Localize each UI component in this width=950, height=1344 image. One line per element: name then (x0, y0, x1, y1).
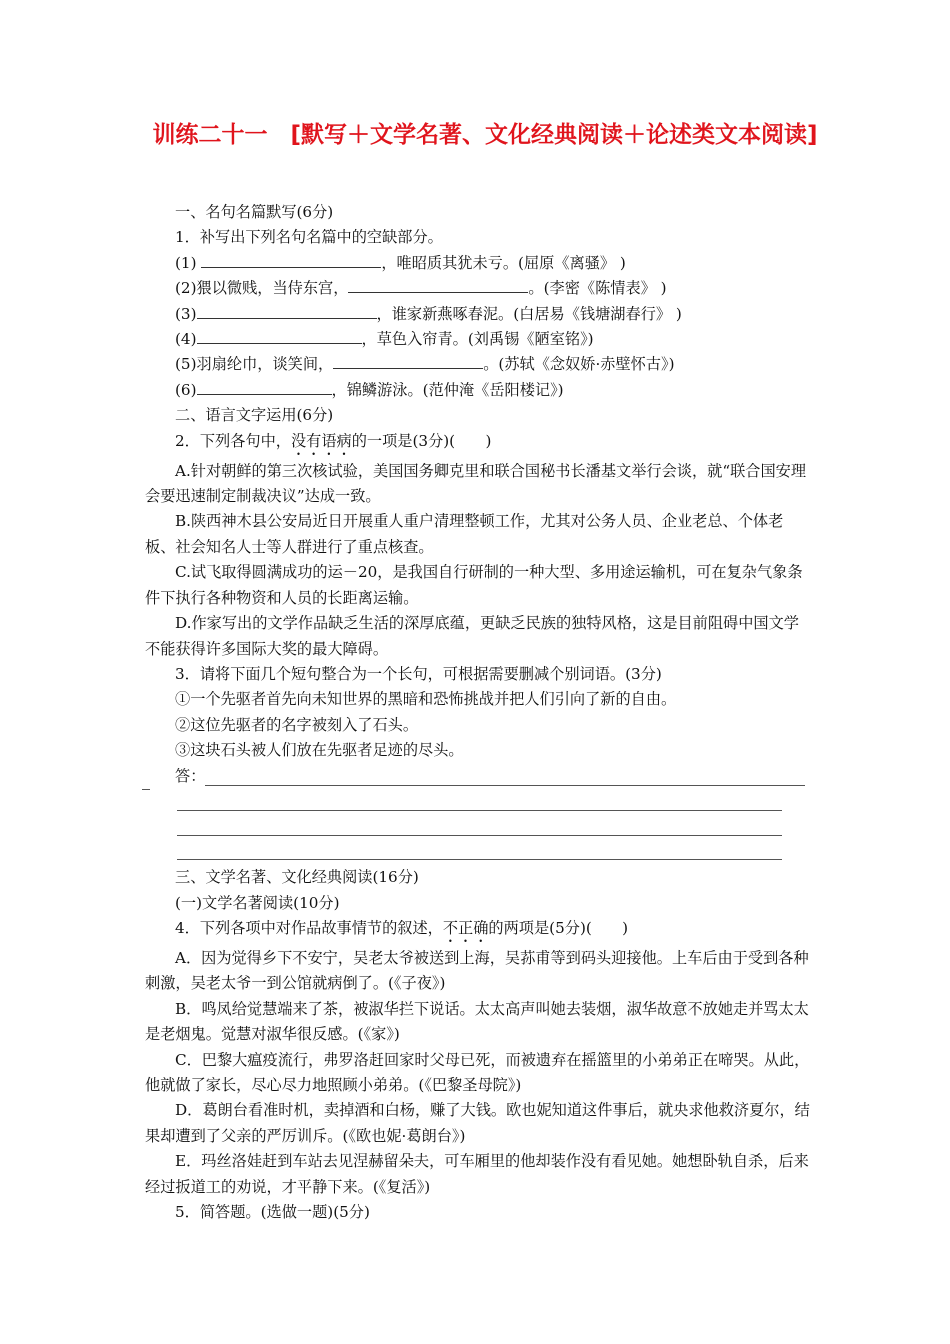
question-4-option-c: C．巴黎大瘟疫流行，弗罗洛赶回家时父母已死，而被遗弃在摇篮里的小弟弟正在啼哭。从此，他就做了家长，尽心尽力地照顾小弟弟。(《巴黎圣母院》) (145, 1050, 810, 1094)
question-5-stem: 5．简答题。(选做一题)(5分) (175, 1202, 370, 1221)
question-3-sentence-3: ③这块石头被人们放在先驱者足迹的尽头。 (175, 741, 464, 760)
question-4-stem (145, 916, 810, 946)
question-2-stem (145, 429, 810, 459)
answer-area-row-1 (145, 764, 810, 789)
dictation-item-suffix: 。(李密《陈情表》 ) (528, 279, 667, 298)
dictation-item-suffix: ，锦鳞游泳。(范仲淹《岳阳楼记》) (331, 380, 564, 399)
dictation-item-prefix: (6) (175, 380, 197, 399)
answer-line[interactable] (205, 784, 805, 786)
question-1-stem: 1．补写出下列名句名篇中的空缺部分。 (175, 228, 443, 247)
question-4-prefix: 4．下列各项中对作品故事情节的叙述， (175, 918, 443, 937)
section-3-subheading: (一)文学名著阅读(10分) (175, 893, 340, 912)
answer-area-row-2 (145, 789, 810, 814)
question-3-sentence-1: ①一个先驱者首先向未知世界的黑暗和恐怖挑战并把人们引向了新的自由。 (175, 690, 677, 709)
answer-blank[interactable] (197, 378, 332, 395)
dictation-item-prefix: (3) (175, 304, 197, 323)
document-body (145, 200, 810, 1225)
question-4-suffix: 的两项是(5分)( ) (488, 918, 629, 937)
question-3-stem: 3．请将下面几个短句整合为一个长句，可根据需要删减个别词语。(3分) (175, 664, 662, 683)
section-3-heading: 三、文学名著、文化经典阅读(16分) (175, 868, 419, 887)
emphasized-text: 不正确 (442, 918, 489, 937)
dictation-item-prefix: (2)猥以微贱，当侍东宫， (175, 279, 349, 298)
answer-line[interactable] (177, 858, 782, 860)
answer-line[interactable] (177, 809, 782, 811)
section-2-heading: 二、语言文字运用(6分) (175, 406, 334, 425)
dictation-item-5 (145, 352, 810, 377)
dictation-item-1 (145, 251, 810, 276)
dictation-item-2 (145, 276, 810, 301)
answer-blank[interactable] (201, 251, 381, 268)
dictation-item-suffix: ，唯昭质其犹未亏。(屈原《离骚》 ) (381, 253, 626, 272)
dictation-item-4 (145, 327, 810, 352)
answer-blank[interactable] (333, 352, 483, 369)
emphasized-text: 没有语病 (290, 431, 352, 450)
question-2-option-c: C.试飞取得圆满成功的运－20，是我国自行研制的一种大型、多用途运输机，可在复杂气象条件下执行各种物资和人员的长距离运输。 (145, 563, 803, 607)
dictation-item-3 (145, 302, 810, 327)
answer-area-row-3 (145, 814, 810, 839)
question-3-sentence-2: ②这位先驱者的名字被刻入了石头。 (175, 715, 418, 734)
answer-line[interactable] (177, 834, 782, 836)
answer-blank[interactable] (348, 276, 528, 293)
answer-area-row-4 (145, 840, 810, 865)
dictation-item-prefix: (4) (175, 330, 197, 349)
dictation-item-prefix: (1) (175, 253, 202, 272)
question-4-option-e: E．玛丝洛娃赶到车站去见涅赫留朵夫，可车厢里的他却装作没有看见她。她想卧轨自杀，后来经过扳道工的劝说，才平静下来。(《复活》) (145, 1152, 809, 1196)
answer-blank[interactable] (197, 302, 377, 319)
section-1-heading: 一、名句名篇默写(6分) (175, 203, 334, 221)
question-2-option-d: D.作家写出的文学作品缺乏生活的深厚底蕴，更缺乏民族的独特风格，这是目前阻碍中国文学不能获得许多国际大奖的最大障碍。 (145, 614, 799, 658)
question-2-suffix: 的一项是(3分)( ) (351, 431, 492, 450)
dictation-item-suffix: ，谁家新燕啄春泥。(白居易《钱塘湖春行》 ) (376, 304, 682, 323)
question-4-option-d: D．葛朗台看准时机，卖掉酒和白杨，赚了大钱。欧也妮知道这件事后，就央求他救济夏尔，结果却遭到了父亲的严厉训斥。(《欧也妮·葛朗台》) (145, 1101, 810, 1145)
dictation-item-suffix: 。(苏轼《念奴娇·赤壁怀古》) (483, 355, 675, 374)
dictation-item-6 (145, 378, 810, 403)
answer-line-stub (142, 789, 150, 790)
question-2-prefix: 2．下列各句中， (175, 431, 291, 450)
dictation-item-suffix: ，草色入帘青。(刘禹锡《陋室铭》) (361, 330, 594, 349)
page-title: 训练二十一 [默写＋文学名著、文化经典阅读＋论述类文本阅读] (152, 122, 818, 148)
question-2-option-a: A.针对朝鲜的第三次核试验，美国国务卿克里和联合国秘书长潘基文举行会谈，就“联合国安理会要迅速制定制裁决议”达成一致。 (145, 461, 807, 506)
question-4-option-b: B．鸣凤给觉慧端来了茶，被淑华拦下说话。太太高声叫她去装烟，淑华故意不放她走并骂太太是老烟鬼。觉慧对淑华很反感。(《家》) (145, 999, 809, 1044)
question-4-option-a: A．因为觉得乡下不安宁，吴老太爷被送到上海，吴荪甫等到码头迎接他。上车后由于受到各种刺激，吴老太爷一到公馆就病倒了。(《子夜》) (145, 948, 809, 993)
answer-blank[interactable] (197, 327, 362, 344)
dictation-item-prefix: (5)羽扇纶巾，谈笑间， (175, 355, 334, 374)
answer-label: 答： (175, 766, 206, 785)
question-2-option-b: B.陕西神木县公安局近日开展重人重户清理整顿工作，尤其对公务人员、企业老总、个体老板、社会知名人士等人群进行了重点核查。 (145, 512, 784, 556)
